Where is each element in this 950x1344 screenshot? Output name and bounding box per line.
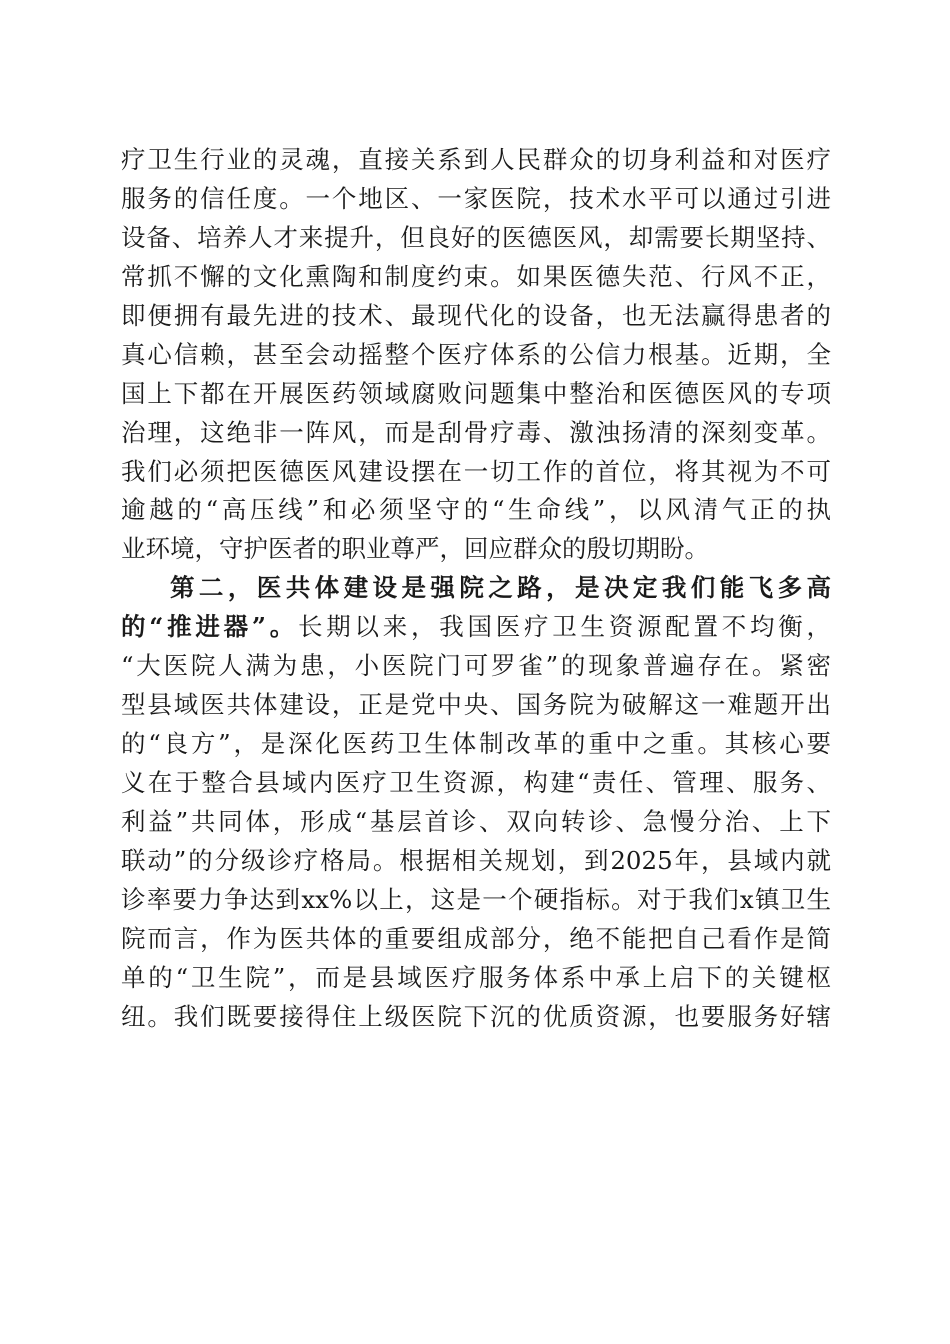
text-line: 联动”的分级诊疗格局。根据相关规划，到2025年，县域内就 (121, 845, 831, 875)
text-line: 设备、培养人才来提升，但良好的医德医风，却需要长期坚持、 (121, 222, 831, 252)
text-line: 疗卫生行业的灵魂，直接关系到人民群众的切身利益和对医疗 (121, 145, 831, 174)
text-line: 院而言，作为医共体的重要组成部分，绝不能把自己看作是简 (121, 923, 831, 953)
section-heading-line: 第二，医共体建设是强院之路，是决定我们能飞多高 (170, 573, 831, 603)
text-line: 单的“卫生院”，而是县域医疗服务体系中承上启下的关键枢 (121, 962, 831, 992)
text-line: 利益”共同体，形成“基层首诊、双向转诊、急慢分治、上下 (121, 806, 831, 836)
body-text (121, 141, 831, 1037)
text-line: 诊率要力争达到xx%以上，这是一个硬指标。对于我们x镇卫生 (121, 884, 831, 914)
text-line: 的“良方”，是深化医药卫生体制改革的重中之重。其核心要 (121, 729, 831, 759)
section-heading-tail: 的“推进器”。 (121, 612, 298, 642)
text-line: 义在于整合县域内医疗卫生资源，构建“责任、管理、服务、 (121, 768, 831, 797)
text-run: 长期以来，我国医疗卫生资源配置不均衡， (297, 612, 831, 642)
text-line: 我们必须把医德医风建设摆在一切工作的首位，将其视为不可 (121, 456, 831, 486)
section-heading-continuation (121, 608, 831, 647)
text-line: 纽。我们既要接得住上级医院下沉的优质资源，也要服务好辖 (121, 1001, 831, 1031)
text-line: 即便拥有最先进的技术、最现代化的设备，也无法赢得患者的 (121, 300, 831, 330)
text-line: 型县域医共体建设，正是党中央、国务院为破解这一难题开出 (121, 690, 831, 720)
text-line: 治理，这绝非一阵风，而是刮骨疗毒、激浊扬清的深刻变革。 (121, 417, 831, 447)
text-line: 真心信赖，甚至会动摇整个医疗体系的公信力根基。近期，全 (121, 339, 831, 369)
text-line: 服务的信任度。一个地区、一家医院，技术水平可以通过引进 (121, 183, 831, 213)
text-line: 国上下都在开展医药领域腐败问题集中整治和医德医风的专项 (121, 378, 831, 408)
text-line: “大医院人满为患，小医院门可罗雀”的现象普遍存在。紧密 (121, 651, 831, 681)
text-line: 常抓不懈的文化熏陶和制度约束。如果医德失范、行风不正， (121, 261, 831, 291)
text-line: 逾越的“高压线”和必须坚守的“生命线”，以风清气正的执 (121, 495, 831, 525)
text-line: 业环境，守护医者的职业尊严，回应群众的殷切期盼。 (121, 534, 709, 564)
